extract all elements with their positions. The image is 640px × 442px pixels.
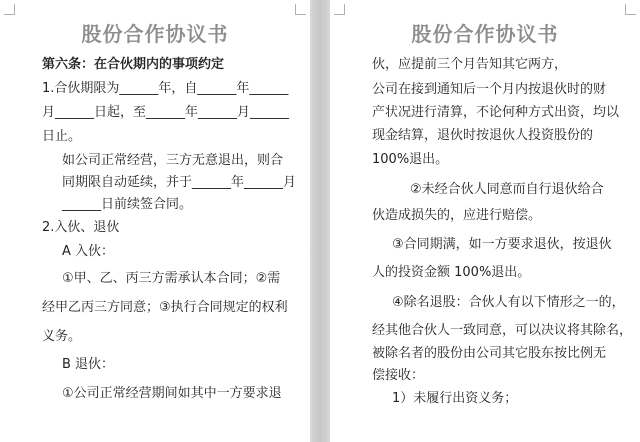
text-line: 如公司正常经营，三方无意退出，则合 bbox=[62, 153, 284, 168]
text-line: B 退伙： bbox=[62, 357, 115, 372]
text-line: 经其他合伙人一致同意，可以决议将其除名， bbox=[372, 323, 633, 338]
text-line: 1）未履行出资义务； bbox=[392, 391, 518, 406]
margin-corner-mark bbox=[334, 4, 345, 15]
text-line: ______日前续签合同。 bbox=[62, 197, 193, 212]
text-line: 偿接收： bbox=[372, 368, 425, 383]
text-line: ②未经合伙人同意而自行退伙给合 bbox=[410, 182, 604, 197]
document-page-right bbox=[330, 0, 640, 442]
text-line: 现金结算，退伙时按退伙人投资股份的 bbox=[372, 128, 594, 143]
page-title: 股份合作协议书 bbox=[81, 22, 229, 46]
text-line: ③合同期满，如一方要求退伙，按退伙 bbox=[392, 237, 612, 252]
text-line: 1.合伙期限为______年，自______年______ bbox=[42, 81, 289, 96]
text-line: 100%退出。 bbox=[372, 152, 449, 167]
text-line: 被除名者的股份由公司其它股东按比例无 bbox=[372, 346, 607, 361]
section-heading: 第六条：在合伙期内的事项约定 bbox=[42, 57, 225, 72]
text-line: ①甲、乙、丙三方需承认本合同；②需 bbox=[62, 271, 281, 286]
text-line: 日止。 bbox=[42, 129, 82, 144]
text-line: 产状况进行清算，不论何种方式出资，均以 bbox=[372, 105, 620, 120]
margin-corner-mark bbox=[4, 4, 15, 15]
text-line: 伙造成损失的，应进行赔偿。 bbox=[372, 208, 542, 223]
margin-corner-mark bbox=[625, 4, 636, 15]
text-line: 2.入伙、退伙 bbox=[42, 220, 120, 235]
page-title: 股份合作协议书 bbox=[411, 22, 559, 46]
text-line: A 入伙： bbox=[62, 244, 115, 259]
text-line: ④除名退股：合伙人有以下情形之一的， bbox=[392, 295, 625, 310]
text-line: 人的投资金额 100%退出。 bbox=[372, 265, 531, 280]
text-line: 经甲乙丙三方同意；③执行合同规定的权利 bbox=[42, 300, 288, 315]
page-gap bbox=[310, 0, 330, 442]
document-page-left bbox=[0, 0, 310, 442]
text-line: ①公司正常经营期间如其中一方要求退 bbox=[62, 386, 282, 401]
text-line: 同期限自动延续，并于______年______月 bbox=[62, 175, 297, 190]
margin-corner-mark bbox=[295, 4, 306, 15]
text-line: 伙，应提前三个月告知其它两方， bbox=[372, 57, 568, 72]
text-line: 公司在接到通知后一个月内按退伙时的财 bbox=[372, 82, 607, 97]
text-line: 义务。 bbox=[42, 329, 82, 344]
text-line: 月______日起，至______年______月______ bbox=[42, 105, 290, 120]
